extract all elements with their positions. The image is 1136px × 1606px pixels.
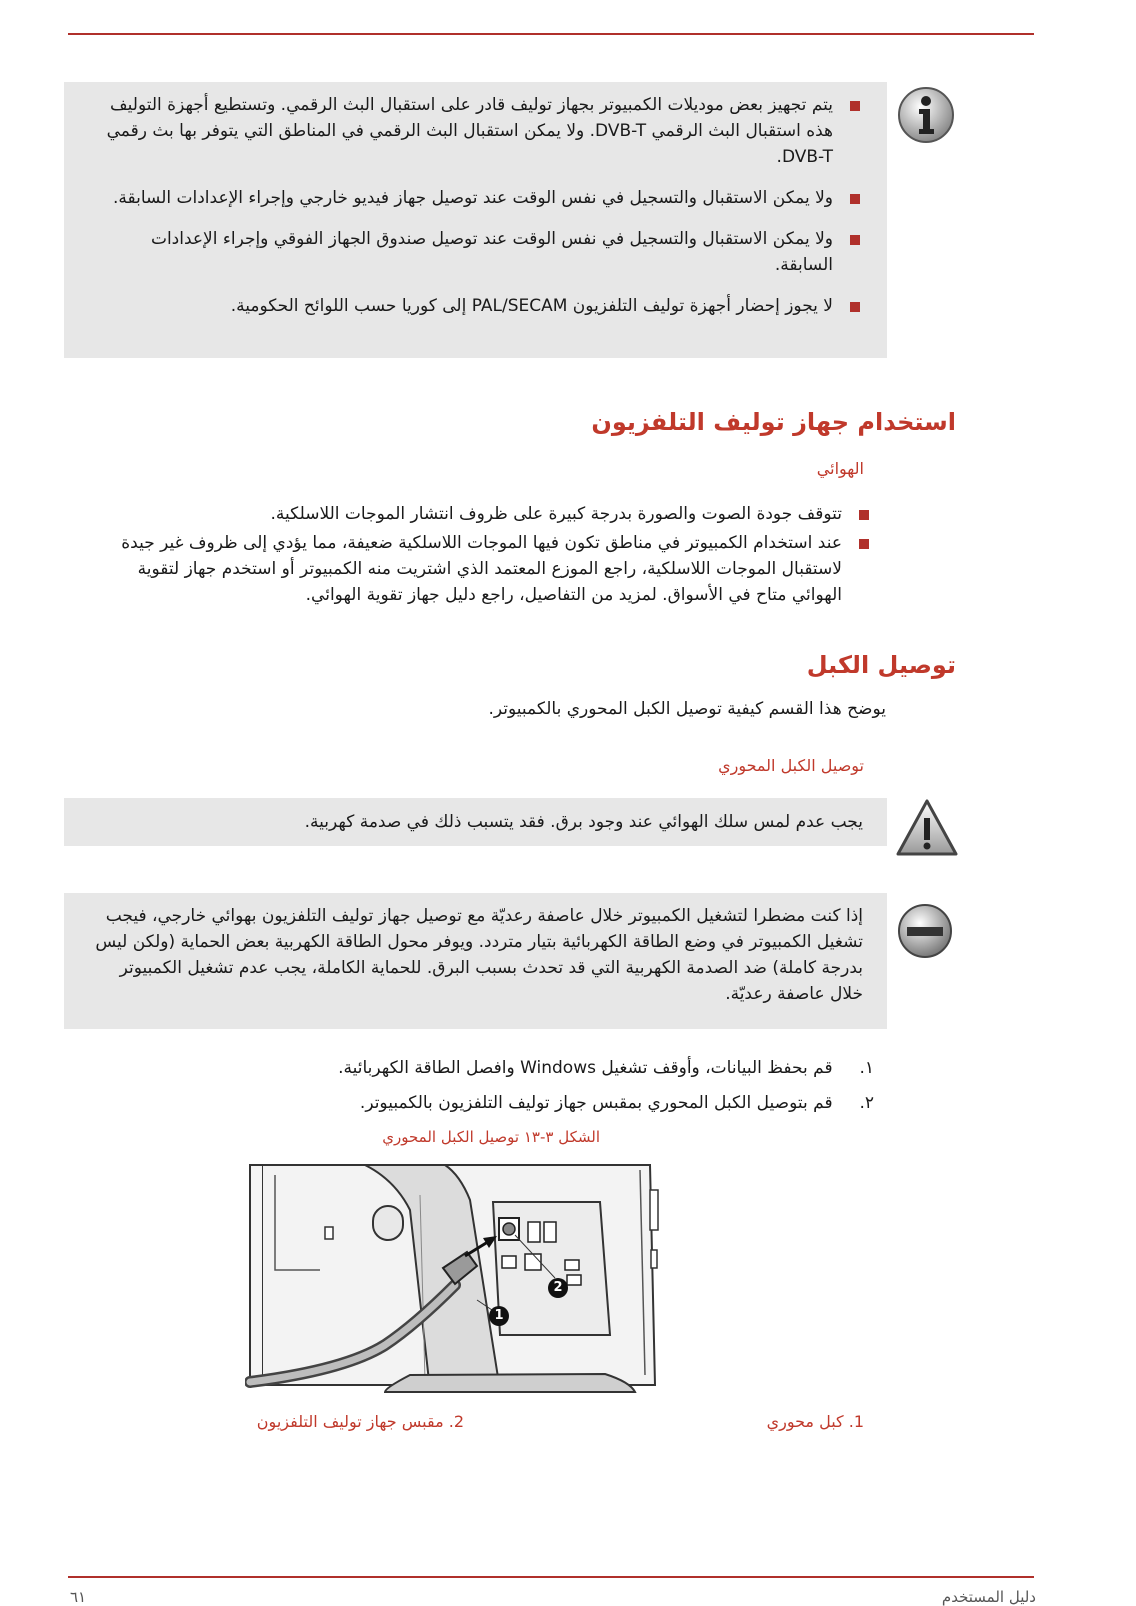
- step-2: ٢. قم بتوصيل الكبل المحوري بمقبس جهاز توليف التلفزيون بالكمبيوتر.: [359, 1093, 874, 1113]
- antenna-list: [90, 501, 872, 611]
- bullet-square-icon: [850, 235, 860, 245]
- footer-title: دليل المستخدم: [941, 1588, 1036, 1606]
- list-item: تتوقف جودة الصوت والصورة بدرجة كبيرة على ظروف انتشار الموجات اللاسلكية.: [90, 501, 872, 527]
- list-item: عند استخدام الكمبيوتر في مناطق تكون فيها الموجات اللاسلكية ضعيفة، مما يؤدي إلى ظروف غير جيدة لاستقبال الموجات اللاسلكية، راجع الموزع المعتمد الذي اشتريت منه الكمبيوتر أو استخدم جهاز لتقوية الهوائي متاح في الأسواق. لمزيد من التفاصيل، راجع دليل جهاز تقوية الهوائي.: [90, 530, 872, 608]
- warning-box: [64, 798, 887, 846]
- bullet-square-icon: [859, 539, 869, 549]
- figure-caption: الشكل ٣-١٣ توصيل الكبل المحوري: [382, 1128, 600, 1146]
- callout-2: 2: [548, 1278, 568, 1298]
- caution-box: [64, 893, 887, 1029]
- bottom-rule: [68, 1576, 1034, 1578]
- legend-tv-tuner-jack: 2. مقبس جهاز توليف التلفزيون: [256, 1412, 464, 1431]
- note-item: ولا يمكن الاستقبال والتسجيل في نفس الوقت عند توصيل صندوق الجهاز الفوقي وإجراء الإعدادات السابقة.: [88, 226, 863, 278]
- warning-icon: [895, 798, 959, 862]
- info-icon: [897, 86, 955, 148]
- note-item: ولا يمكن الاستقبال والتسجيل في نفس الوقت عند توصيل جهاز فيديو خارجي وإجراء الإعدادات السابقة.: [88, 185, 863, 211]
- bullet-square-icon: [850, 101, 860, 111]
- bullet-square-icon: [850, 194, 860, 204]
- section-intro: يوضح هذا القسم كيفية توصيل الكبل المحوري بالكمبيوتر.: [488, 699, 886, 719]
- caution-text: إذا كنت مضطرا لتشغيل الكمبيوتر خلال عاصفة رعديّة مع توصيل جهاز توليف التلفزيون بهوائي خارجي، فيجب تشغيل الكمبيوتر في وضع الطاقة الكهربائية بتيار متردد. ويوفر محول الطاقة الكهربية بعض الحماية (ولكن ليس بدرجة كاملة) ضد الصدمة الكهربية التي قد تحدث بسبب البرق. للحماية الكاملة، يجب عدم تشغيل الكمبيوتر خلال عاصفة رعديّة.: [95, 906, 863, 1004]
- note-item: يتم تجهيز بعض موديلات الكمبيوتر بجهاز توليف قادر على استقبال البث الرقمي. وتستطيع أجهزة التوليف هذه استقبال البث الرقمي DVB-T. ولا يمكن استقبال البث الرقمي في المناطق التي يتوفر بها بث رقمي DVB-T.: [88, 92, 863, 170]
- warning-text: يجب عدم لمس سلك الهوائي عند وجود برق. فقد يتسبب ذلك في صدمة كهربية.: [304, 812, 863, 832]
- callout-1: 1: [489, 1306, 509, 1326]
- note-item: لا يجوز إحضار أجهزة توليف التلفزيون PAL/SECAM إلى كوريا حسب اللوائح الحكومية.: [88, 293, 863, 319]
- legend-coax-cable: 1. كبل محوري: [766, 1412, 864, 1431]
- figure-illustration: [245, 1160, 695, 1395]
- step-1: ١. قم بحفظ البيانات، وأوقف تشغيل Windows وافصل الطاقة الكهربائية.: [338, 1058, 874, 1078]
- page-number: ٦١: [70, 1588, 87, 1606]
- note-box: [64, 82, 887, 358]
- top-rule: [68, 33, 1034, 35]
- bullet-square-icon: [850, 302, 860, 312]
- subtitle-antenna: الهوائي: [816, 459, 864, 478]
- section-title-tv-tuner: استخدام جهاز توليف التلفزيون: [591, 408, 956, 436]
- subtitle-coax: توصيل الكبل المحوري: [718, 756, 864, 775]
- bullet-square-icon: [859, 510, 869, 520]
- section-title-cable: توصيل الكبل: [806, 651, 956, 679]
- caution-icon: [897, 903, 953, 963]
